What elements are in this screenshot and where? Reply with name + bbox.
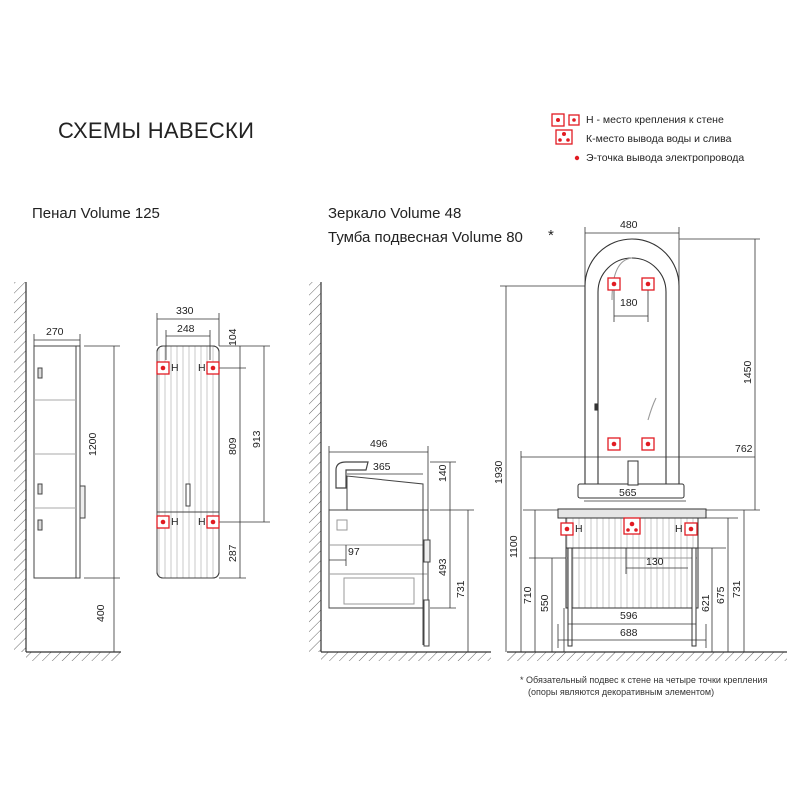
dim-1450: 1450 <box>742 360 754 384</box>
dim-913: 913 <box>251 430 263 448</box>
dim-248: 248 <box>177 323 195 335</box>
dim-287: 287 <box>227 544 239 562</box>
dim-480: 480 <box>620 219 638 231</box>
dim-330: 330 <box>176 305 194 317</box>
dim-1200: 1200 <box>87 432 99 456</box>
dim-496: 496 <box>370 438 388 450</box>
section-title-mirror: Зеркало Volume 48 <box>328 205 462 222</box>
penal-front-view <box>157 346 219 578</box>
dim-493: 493 <box>437 558 449 576</box>
footnote-line-2: (опоры являются декоративным элементом) <box>528 687 715 697</box>
dim-688: 688 <box>620 627 638 639</box>
dim-130: 130 <box>646 556 664 568</box>
cabinet-side-view <box>329 462 430 646</box>
dim-565: 565 <box>619 487 637 499</box>
page-title: СХЕМЫ НАВЕСКИ <box>58 118 255 143</box>
dim-365: 365 <box>373 461 391 473</box>
dim-762: 762 <box>735 443 753 455</box>
section-title-cabinet: Тумба подвесная Volume 80 <box>328 229 523 246</box>
dim-710: 710 <box>522 586 534 604</box>
dim-1100: 1100 <box>508 535 520 558</box>
mount-label: H <box>171 516 179 528</box>
dim-621: 621 <box>700 594 712 612</box>
mount-label: H <box>171 362 179 374</box>
dim-550: 550 <box>539 594 551 612</box>
section-title-penal: Пенал Volume 125 <box>32 205 160 222</box>
mount-label: H <box>675 523 683 535</box>
dim-270: 270 <box>46 326 64 338</box>
dim-104: 104 <box>227 328 239 346</box>
footnote-line-1: * Обязательный подвес к стене на четыре точки крепления <box>520 675 768 685</box>
penal-side-view <box>34 346 85 578</box>
dim-140: 140 <box>437 464 449 482</box>
legend-item-mount: Н - место крепления к стене <box>586 114 724 126</box>
dim-180: 180 <box>620 297 638 309</box>
dim-400: 400 <box>95 604 107 622</box>
dim-1930: 1930 <box>493 460 505 484</box>
dim-809: 809 <box>227 437 239 455</box>
legend-item-electric: Э-точка вывода электропровода <box>586 152 745 164</box>
dim-596: 596 <box>620 610 638 622</box>
dim-675: 675 <box>715 586 727 604</box>
mirror-front-view <box>585 239 679 488</box>
dim-97: 97 <box>348 546 360 558</box>
mount-label: H <box>198 362 206 374</box>
mount-label: H <box>198 516 206 528</box>
section-title-cabinet-mark: * <box>548 227 554 244</box>
electric-point-icon <box>575 156 579 160</box>
legend-item-water: К-место вывода воды и слива <box>586 133 732 145</box>
mount-label: H <box>575 523 583 535</box>
dim-731-side: 731 <box>455 580 467 598</box>
dim-731-front: 731 <box>731 580 743 598</box>
